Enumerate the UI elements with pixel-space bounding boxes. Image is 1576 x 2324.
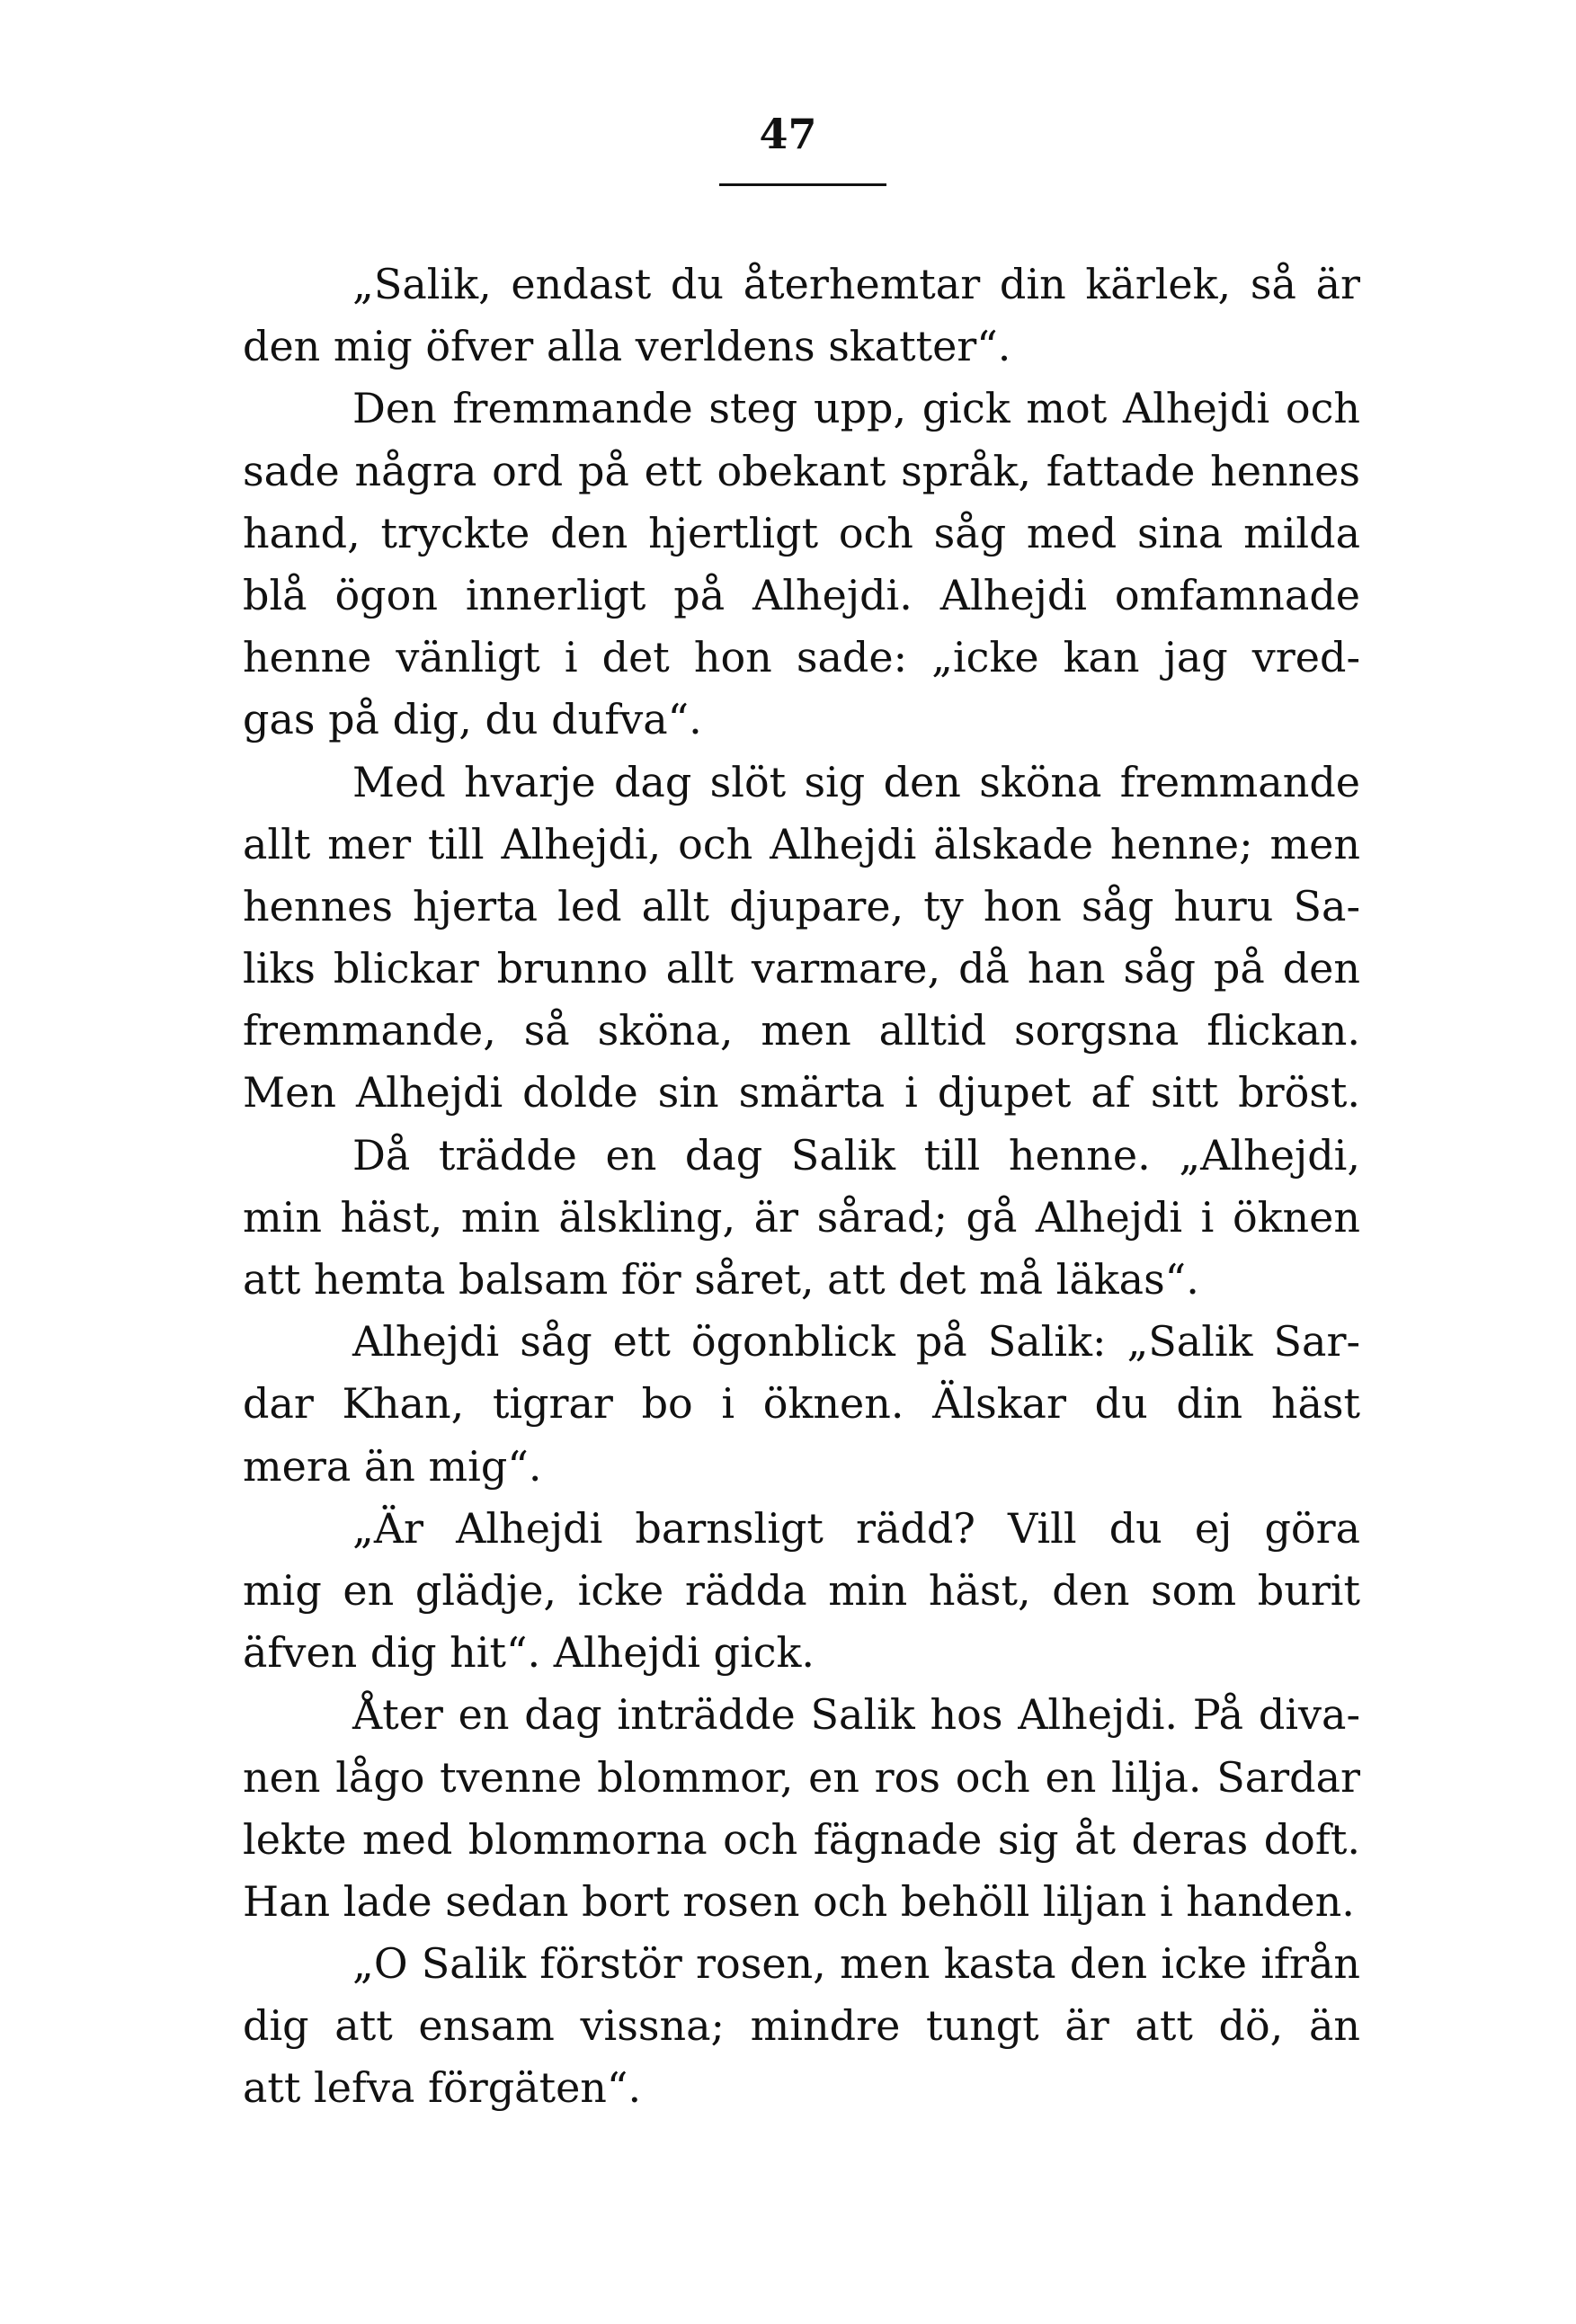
- text-line: Men Alhejdi dolde sin smärta i djupet af sitt bröst.: [243, 1068, 1360, 1117]
- text-line: äfven dig hit“. Alhejdi gick.: [243, 1628, 815, 1678]
- header-rule: [719, 183, 886, 186]
- text-line: henne vänligt i det hon sade: „icke kan jag vred-: [243, 633, 1360, 682]
- page-number: 47: [759, 110, 817, 158]
- text-line: gas på dig, du dufva“.: [243, 695, 702, 744]
- text-line: blå ögon innerligt på Alhejdi. Alhejdi omfamnade: [243, 570, 1360, 619]
- text-line: att lefva förgäten“.: [243, 2063, 642, 2113]
- text-line: „O Salik förstör rosen, men kasta den icke ifrån: [352, 1939, 1360, 1989]
- text-line: mig en glädje, icke rädda min häst, den som burit: [243, 1565, 1360, 1615]
- text-line: dig att ensam vissna; mindre tungt är att dö, än: [243, 2001, 1360, 2051]
- text-line: lekte med blommorna och fägnade sig åt deras doft.: [243, 1814, 1360, 1864]
- text-line: hand, tryckte den hjertligt och såg med sina milda: [243, 508, 1360, 557]
- text-line: „Salik, endast du återhemtar din kärlek, så är: [352, 260, 1360, 308]
- text-line: allt mer till Alhejdi, och Alhejdi älskade henne; men: [243, 819, 1360, 868]
- text-line: hennes hjerta led allt djupare, ty hon såg huru Sa-: [243, 881, 1360, 930]
- text-line: „Är Alhejdi barnsligt rädd? Vill du ej göra: [352, 1503, 1360, 1553]
- text-line: mera än mig“.: [243, 1441, 542, 1491]
- text-line: den mig öfver alla verldens skatter“.: [243, 322, 1011, 371]
- text-line: Alhejdi såg ett ögonblick på Salik: „Salik Sar-: [352, 1317, 1360, 1367]
- text-line: Åter en dag inträdde Salik hos Alhejdi. På diva-: [352, 1690, 1360, 1740]
- text-line: Han lade sedan bort rosen och behöll liljan i handen.: [243, 1876, 1355, 1926]
- text-line: liks blickar brunno allt varmare, då han såg på den: [243, 944, 1360, 993]
- text-line: Den fremmande steg upp, gick mot Alhejdi och: [352, 384, 1360, 433]
- text-line: Med hvarje dag slöt sig den sköna fremmande: [352, 757, 1360, 806]
- text-line: nen lågo tvenne blommor, en ros och en lilja. Sardar: [243, 1752, 1360, 1802]
- text-line: min häst, min älskling, är sårad; gå Alhejdi i öknen: [243, 1192, 1360, 1242]
- text-line: Då trädde en dag Salik till henne. „Alhejdi,: [352, 1130, 1360, 1180]
- text-line: att hemta balsam för såret, att det må läkas“.: [243, 1255, 1199, 1304]
- body-text: [243, 254, 1360, 2120]
- text-line: fremmande, så sköna, men alltid sorgsna flickan.: [243, 1006, 1360, 1055]
- text-line: sade några ord på ett obekant språk, fattade hennes: [243, 446, 1360, 495]
- text-line: dar Khan, tigrar bo i öknen. Älskar du din häst: [243, 1379, 1360, 1429]
